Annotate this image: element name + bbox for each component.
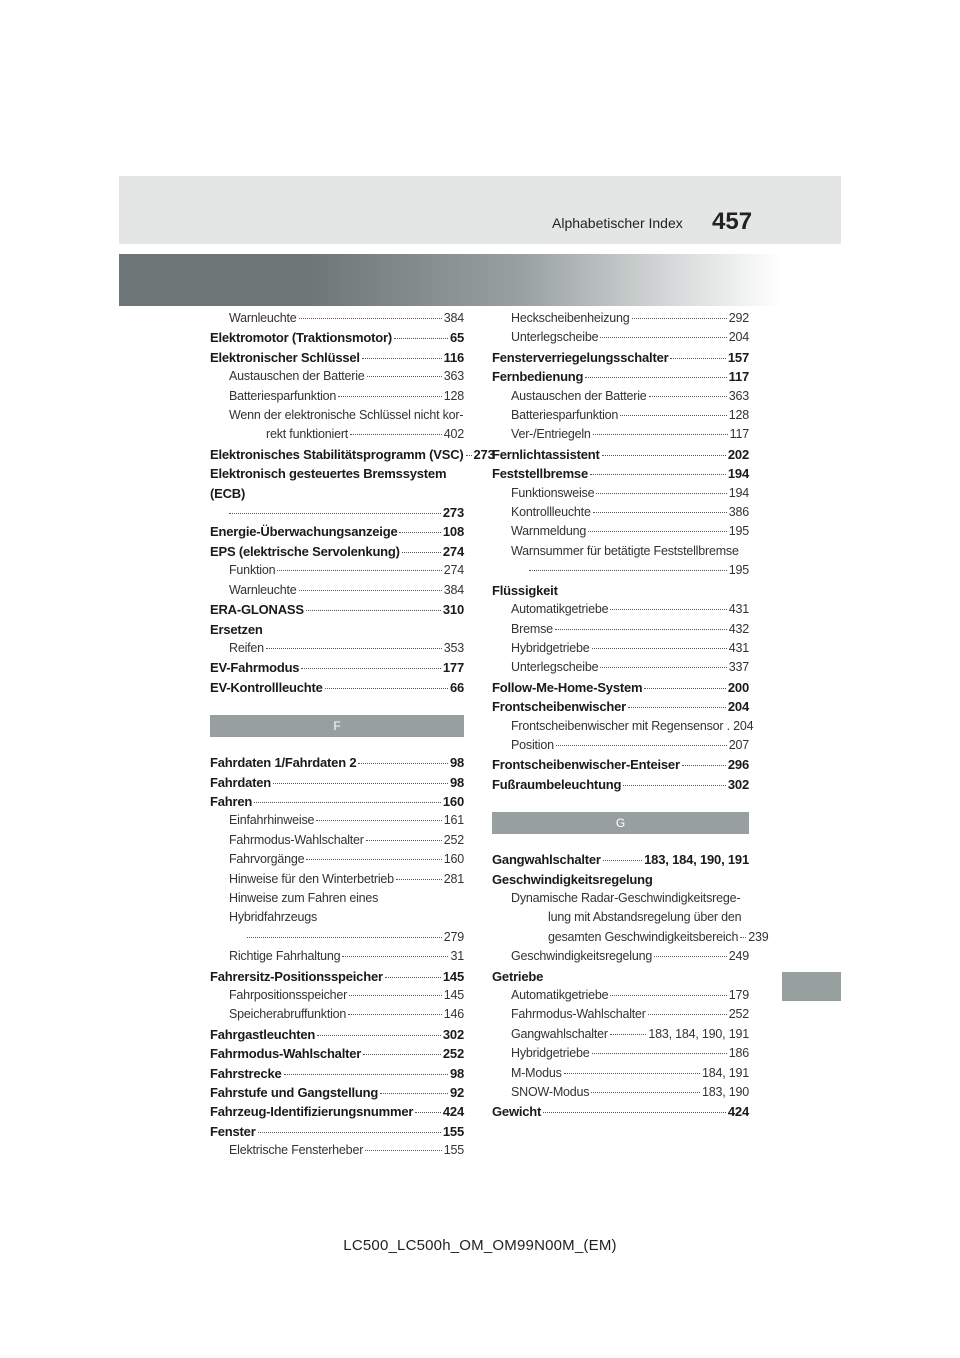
index-page-ref: 363	[443, 369, 464, 384]
index-entry-sub	[492, 639, 749, 658]
index-entry-wrapped: Wenn der elektronische Schlüssel nicht kor- rekt funktioniert 402	[229, 408, 464, 442]
index-term: Position	[511, 737, 554, 752]
index-entry-sub	[210, 947, 464, 966]
dot-leader	[316, 820, 441, 821]
dot-leader	[385, 977, 441, 978]
index-entry-main	[492, 775, 749, 794]
dot-leader	[600, 337, 726, 338]
dot-leader	[682, 765, 726, 766]
index-entry-sub	[492, 620, 749, 639]
index-entry-sub	[492, 600, 749, 619]
index-entry-sub	[210, 850, 464, 869]
index-entry-sub	[492, 658, 749, 677]
index-page-ref: 146	[443, 1007, 464, 1022]
index-entry-sub	[492, 503, 749, 522]
index-term: Elektronisches Stabilitätsprogramm (VSC)	[210, 446, 464, 462]
index-term: EV-Fahrmodus	[210, 660, 300, 676]
index-page-ref: 281	[443, 871, 464, 886]
index-entry-wrapped: Warnsummer für betätigte Feststellbremse 195	[511, 543, 749, 578]
index-column-right	[492, 309, 769, 1122]
index-page-ref: 302	[442, 1026, 464, 1042]
dot-leader	[402, 552, 441, 553]
index-term: Heckscheibenheizung	[511, 311, 630, 325]
index-page-ref: 145	[442, 968, 464, 984]
index-term: Automatikgetriebe	[511, 602, 609, 617]
index-entry-main	[210, 1122, 464, 1141]
index-page-ref: 98	[449, 774, 464, 790]
index-term: Einfahrhinweise	[229, 813, 315, 828]
dot-leader	[649, 396, 727, 397]
index-entry-sub	[492, 1064, 749, 1083]
dot-leader	[299, 318, 442, 319]
index-entry-sub	[492, 522, 749, 541]
dot-leader	[596, 493, 726, 494]
index-page-ref: 363	[728, 388, 749, 403]
index-term: Batteriesparfunktion	[229, 388, 337, 403]
index-term: Funktion	[229, 563, 276, 578]
index-term: Fahrgastleuchten	[210, 1026, 316, 1042]
index-page-ref: 65	[449, 330, 464, 346]
index-page-ref: 302	[727, 776, 749, 792]
index-entry-main	[492, 678, 749, 697]
index-entry-main	[492, 445, 749, 464]
dot-leader	[284, 1074, 448, 1075]
index-heading-ersetzen: Ersetzen	[210, 621, 263, 637]
dot-leader	[585, 377, 726, 378]
index-entry-sub	[492, 1044, 749, 1063]
index-entry-sub	[210, 986, 464, 1005]
dot-leader	[556, 745, 727, 746]
index-term: Automatikgetriebe	[511, 988, 609, 1002]
index-entry-wrapped: Elektronisch gesteuertes Bremssystem (ECB) 273	[210, 466, 464, 521]
dot-leader	[306, 859, 441, 860]
index-page-ref: 161	[443, 813, 464, 828]
index-entry-main	[210, 658, 464, 677]
section-title: Alphabetischer Index	[552, 215, 683, 231]
index-term: Fernbedienung	[492, 369, 584, 385]
index-term: Kontrollleuchte	[511, 505, 591, 520]
index-page-ref: 31	[450, 949, 464, 964]
index-page-ref: 195	[728, 524, 749, 539]
index-page-ref: 98	[449, 755, 464, 771]
page-number: 457	[712, 208, 753, 235]
index-entry-main	[210, 792, 464, 811]
index-term: Unterlegscheibe	[511, 660, 599, 675]
index-entry-wrapped: Hinweise zum Fahren eines Hybridfahrzeugs 279	[229, 890, 464, 944]
index-entry-main	[492, 755, 749, 774]
index-page-ref: 160	[443, 852, 464, 867]
index-entry-sub	[210, 811, 464, 830]
index-term: Batteriesparfunktion	[511, 408, 619, 423]
decorative-gradient-bar	[119, 254, 781, 306]
index-entry-main	[210, 773, 464, 792]
dot-leader	[317, 1035, 441, 1036]
index-entry-sub	[492, 406, 749, 425]
dot-leader	[365, 1150, 442, 1151]
index-entry-sub	[492, 736, 749, 755]
index-page-ref: 207	[728, 737, 749, 752]
index-entry-sub	[210, 1005, 464, 1024]
index-page-ref: 160	[442, 793, 464, 809]
index-entry-main	[210, 1102, 464, 1121]
index-page-ref: 353	[443, 640, 464, 655]
dot-leader	[648, 1014, 727, 1015]
index-page-ref: 66	[449, 679, 464, 695]
index-page-ref: 273	[473, 446, 495, 462]
index-term: SNOW-Modus	[511, 1085, 590, 1100]
index-entry-main	[492, 1102, 749, 1121]
dot-leader	[543, 1112, 726, 1113]
index-entry-sub	[492, 1083, 749, 1102]
index-entry-sub	[492, 328, 749, 347]
dot-leader	[366, 840, 442, 841]
index-entry-sub	[492, 986, 749, 1005]
index-term: Reifen	[229, 640, 264, 655]
index-term: Unterlegscheibe	[511, 330, 599, 345]
dot-leader	[301, 668, 441, 669]
index-entry-main	[492, 697, 749, 716]
index-term: Fahrstrecke	[210, 1065, 282, 1081]
letter-divider-f: F	[210, 715, 464, 737]
index-term: ERA-GLONASS	[210, 602, 304, 618]
dot-leader	[277, 570, 441, 571]
index-term: Gangwahlschalter	[492, 852, 601, 868]
index-entry-main	[210, 753, 464, 772]
index-page-ref: 183, 190	[701, 1085, 749, 1100]
index-page-ref: 128	[443, 388, 464, 403]
index-page-ref: 116	[443, 349, 464, 365]
index-entry-main	[210, 348, 464, 367]
index-term: Fenster	[210, 1123, 256, 1139]
index-entry-main	[492, 850, 749, 869]
index-term: Fahrdaten	[210, 774, 272, 790]
index-page-ref: 424	[727, 1104, 749, 1120]
dot-leader	[593, 512, 727, 513]
index-entry-sub: Frontscheibenwischer mit Regensensor . 204	[511, 718, 754, 733]
index-page-ref: 186	[728, 1046, 749, 1061]
dot-leader	[362, 358, 442, 359]
index-entry-sub	[210, 870, 464, 889]
index-term: Frontscheibenwischer	[492, 699, 626, 715]
dot-leader	[306, 610, 441, 611]
index-heading-geschwindigkeitsregelung: Geschwindigkeitsregelung	[492, 871, 653, 887]
index-page-ref: 194	[727, 466, 749, 482]
index-entry-sub	[210, 367, 464, 386]
index-page-ref: 252	[442, 1046, 464, 1062]
index-page-ref: 204	[727, 699, 749, 715]
index-page-ref: 200	[727, 679, 749, 695]
index-page-ref: 204	[728, 330, 749, 345]
index-term: Richtige Fahrhaltung	[229, 949, 341, 964]
dot-leader	[588, 531, 727, 532]
index-page-ref: 155	[442, 1123, 464, 1139]
index-page-ref: 310	[442, 602, 464, 618]
index-page-ref: 386	[728, 505, 749, 520]
index-entry-sub	[210, 581, 464, 600]
dot-leader	[593, 434, 728, 435]
index-page-ref: 157	[727, 349, 749, 365]
index-entry-main	[210, 1083, 464, 1102]
index-entry-sub	[210, 561, 464, 580]
index-term: Fahrersitz-Positionsspeicher	[210, 968, 383, 984]
index-page-ref: 179	[728, 988, 749, 1002]
index-term: M-Modus	[511, 1065, 562, 1080]
dot-leader	[610, 1034, 646, 1035]
index-entry-sub	[492, 1005, 749, 1024]
index-column-left	[210, 309, 495, 1161]
index-entry-sub	[492, 387, 749, 406]
index-term: Speicherabruffunktion	[229, 1007, 347, 1022]
index-entry-wrapped: Dynamische Radar-Geschwindigkeitsrege- lung mit Abstandsregelung über den gesamten Geschwindigkeitsbereich 239	[511, 890, 769, 944]
index-entry-main	[492, 348, 749, 367]
index-term: Energie-Überwachungsanzeige	[210, 524, 398, 540]
index-page-ref: 183, 184, 190, 191	[644, 852, 749, 868]
dot-leader	[363, 1054, 441, 1055]
dot-leader	[602, 455, 726, 456]
index-entry-sub	[210, 309, 464, 328]
dot-leader	[380, 1093, 448, 1094]
dot-leader	[632, 318, 727, 319]
index-entry-sub	[492, 484, 749, 503]
index-term: Fahrzeug-Identifizierungsnummer	[210, 1104, 414, 1120]
index-term: Hinweise für den Winterbetrieb	[229, 871, 394, 886]
index-page-ref: 274	[443, 563, 464, 578]
index-term: Elektrische Fensterheber	[229, 1143, 364, 1158]
index-term: Fußraumbeleuchtung	[492, 776, 622, 792]
index-heading-fluessigkeit: Flüssigkeit	[492, 582, 558, 598]
index-term: Fensterverriegelungsschalter	[492, 349, 669, 365]
index-page-ref: 202	[727, 446, 749, 462]
dot-leader	[348, 1014, 442, 1015]
index-page-ref: 274	[442, 543, 464, 559]
index-term: Fahren	[210, 793, 253, 809]
index-entry-sub	[492, 309, 749, 328]
index-entry-sub	[492, 1025, 749, 1044]
index-entry-sub	[210, 387, 464, 406]
dot-leader	[273, 783, 448, 784]
dot-leader	[266, 648, 442, 649]
letter-divider-g: G	[492, 812, 749, 834]
index-page-ref: 128	[728, 408, 749, 423]
index-term: Fahrvorgänge	[229, 852, 305, 867]
index-page-ref: 424	[442, 1104, 464, 1120]
index-page-ref: 183, 184, 190, 191	[648, 1026, 749, 1041]
document-code-footer: LC500_LC500h_OM_OM99N00M_(EM)	[343, 1237, 617, 1254]
index-entry-main	[210, 1044, 464, 1063]
index-term: EV-Kontrollleuchte	[210, 679, 323, 695]
index-page-ref: 292	[728, 311, 749, 325]
index-term: Hybridgetriebe	[511, 640, 590, 655]
index-term: Hybridgetriebe	[511, 1046, 590, 1061]
dot-leader	[610, 995, 726, 996]
dot-leader	[325, 688, 448, 689]
index-term: Fernlichtassistent	[492, 446, 600, 462]
dot-leader	[367, 376, 442, 377]
index-page-ref: 177	[442, 660, 464, 676]
dot-leader	[592, 1053, 727, 1054]
dot-leader	[610, 609, 726, 610]
index-page-ref: 252	[728, 1007, 749, 1022]
index-term: Bremse	[511, 621, 553, 636]
index-page-ref: 431	[728, 602, 749, 617]
index-entry-sub	[492, 425, 749, 444]
dot-leader	[466, 455, 472, 456]
index-term: Fahrpositionsspeicher	[229, 988, 348, 1002]
dot-leader	[415, 1112, 441, 1113]
index-entry-main	[210, 678, 464, 697]
index-page-ref: 194	[728, 485, 749, 500]
index-term: Austauschen der Batterie	[229, 369, 365, 384]
index-entry-sub	[492, 947, 749, 966]
index-page-ref: 92	[449, 1085, 464, 1101]
index-page-ref: 432	[728, 621, 749, 636]
index-term: Follow-Me-Home-System	[492, 679, 643, 695]
index-term: Gewicht	[492, 1104, 542, 1120]
dot-leader	[394, 338, 448, 339]
dot-leader	[564, 1073, 700, 1074]
index-term: Austauschen der Batterie	[511, 388, 647, 403]
index-term: Funktionsweise	[511, 485, 595, 500]
dot-leader	[592, 648, 727, 649]
index-entry-main	[210, 522, 464, 541]
index-page-ref: 184, 191	[701, 1065, 749, 1080]
index-page-ref: 384	[443, 582, 464, 597]
index-page-ref: 296	[727, 757, 749, 773]
dot-leader	[654, 956, 727, 957]
dot-leader	[338, 396, 442, 397]
chapter-thumb-tab	[782, 972, 841, 1001]
dot-leader	[555, 629, 727, 630]
dot-leader	[628, 707, 726, 708]
dot-leader	[623, 785, 726, 786]
dot-leader	[591, 1092, 700, 1093]
index-term: Fahrmodus-Wahlschalter	[229, 832, 364, 847]
dot-leader	[603, 860, 642, 861]
index-term: Warnmeldung	[511, 524, 587, 539]
index-page-ref: 249	[728, 949, 749, 964]
index-page-ref: 108	[442, 524, 464, 540]
index-page-ref: 145	[443, 988, 464, 1002]
index-page-ref: 431	[728, 640, 749, 655]
dot-leader	[342, 956, 448, 957]
index-page-ref: 98	[449, 1065, 464, 1081]
index-entry-main	[210, 445, 495, 464]
index-entry-main	[492, 464, 749, 483]
index-term: Warnleuchte	[229, 582, 297, 597]
index-term: Frontscheibenwischer-Enteiser	[492, 757, 680, 773]
index-term: EPS (elektrische Servolenkung)	[210, 543, 400, 559]
dot-leader	[349, 995, 442, 996]
index-page-ref: 384	[443, 311, 464, 325]
dot-leader	[258, 1132, 441, 1133]
index-term: Elektromotor (Traktionsmotor)	[210, 330, 392, 346]
dot-leader	[299, 590, 442, 591]
index-entry-main	[210, 328, 464, 347]
dot-leader	[254, 802, 441, 803]
index-term: Fahrmodus-Wahlschalter	[511, 1007, 646, 1022]
index-page-ref: 337	[728, 660, 749, 675]
index-entry-sub	[210, 639, 464, 658]
index-entry-main	[210, 1064, 464, 1083]
index-page-ref: 155	[443, 1143, 464, 1158]
index-term: Feststellbremse	[492, 466, 588, 482]
index-term: Fahrstufe und Gangstellung	[210, 1085, 379, 1101]
dot-leader	[590, 474, 726, 475]
index-entry-main	[210, 1025, 464, 1044]
dot-leader	[396, 879, 442, 880]
index-entry-main	[210, 967, 464, 986]
index-entry-sub	[210, 1141, 464, 1160]
index-page-ref: 252	[443, 832, 464, 847]
index-term: Gangwahlschalter	[511, 1026, 608, 1041]
index-page-ref: 117	[729, 427, 749, 442]
index-term: Geschwindigkeitsregelung	[511, 949, 653, 964]
index-entry-main	[210, 600, 464, 619]
index-entry-sub	[210, 831, 464, 850]
index-term: Fahrmodus-Wahlschalter	[210, 1046, 362, 1062]
index-entry-main	[210, 542, 464, 561]
index-heading-getriebe: Getriebe	[492, 968, 544, 984]
dot-leader	[670, 358, 725, 359]
dot-leader	[399, 532, 440, 533]
dot-leader	[600, 667, 726, 668]
dot-leader	[358, 763, 448, 764]
index-term: Ver-/Entriegeln	[511, 427, 591, 442]
index-term: Elektronischer Schlüssel	[210, 349, 360, 365]
dot-leader	[644, 688, 726, 689]
index-term: Warnleuchte	[229, 311, 297, 325]
index-term: Fahrdaten 1/Fahrdaten 2	[210, 755, 357, 771]
index-entry-main	[492, 367, 749, 386]
dot-leader	[620, 415, 727, 416]
index-page-ref: 117	[728, 369, 749, 385]
